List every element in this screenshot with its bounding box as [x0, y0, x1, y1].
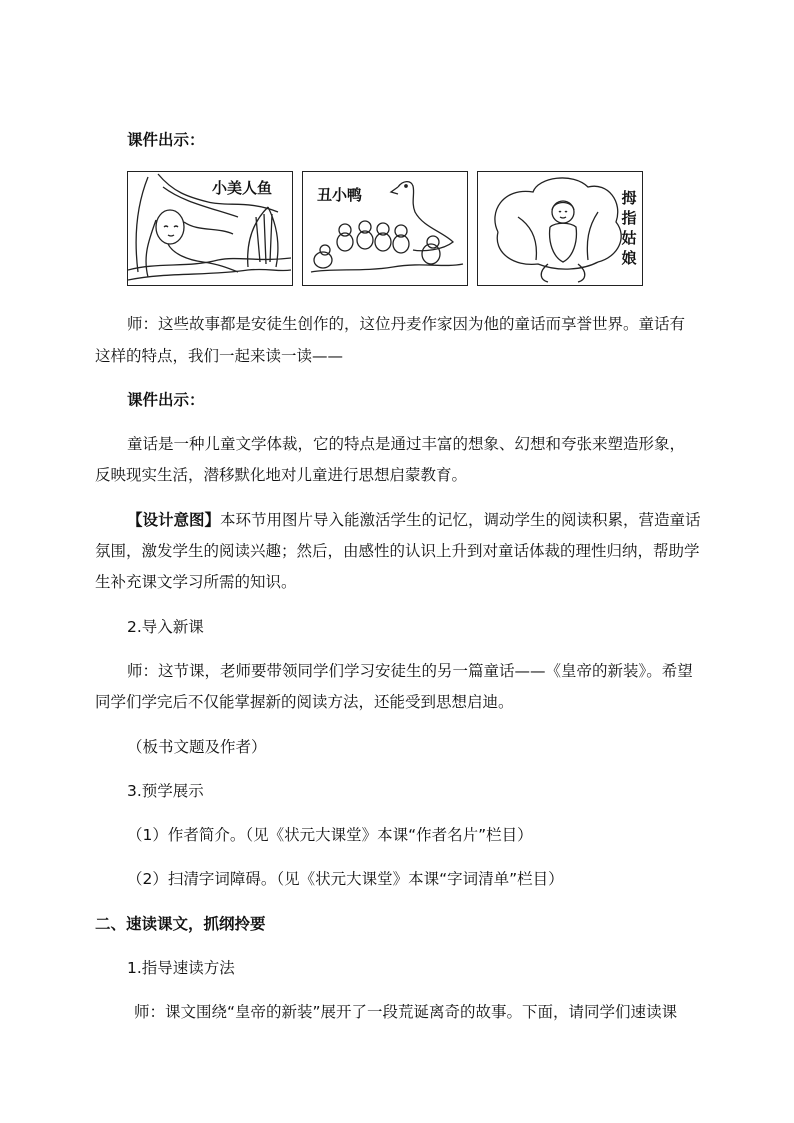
- board-note: （板书文题及作者）: [127, 738, 267, 756]
- image-thumbelina: [477, 171, 643, 286]
- subheading: 3.预学展示: [127, 782, 204, 800]
- paragraph-line: 同学们学完后不仅能掌握新的阅读方法，还能受到思想启迪。: [95, 693, 514, 711]
- image-label: 丑小鸭: [317, 186, 363, 204]
- list-item: （1）作者简介。（见《状元大课堂》本课“作者名片”栏目）: [127, 826, 533, 844]
- courseware-label: 课件出示：: [127, 391, 205, 409]
- subheading: 1.指导速读方法: [127, 959, 235, 977]
- image-label: 小美人鱼: [212, 179, 273, 197]
- paragraph-line: 师：这节课，老师要带领同学们学习安徒生的另一篇童话——《皇帝的新装》。希望: [127, 662, 693, 680]
- paragraph-line: 氛围，激发学生的阅读兴趣；然后，由感性的认识上升到对童话体裁的理性归纳，帮助学: [95, 542, 700, 560]
- paragraph-line: 反映现实生活，潜移默化地对儿童进行思想启蒙教育。: [95, 466, 468, 484]
- image-label-vertical: 拇指姑娘: [621, 189, 637, 267]
- image-ugly-duckling: [302, 171, 468, 286]
- section-heading: 二、速读课文，抓纲拎要: [95, 915, 266, 933]
- image-little-mermaid: [127, 171, 293, 286]
- design-intent-label: 【设计意图】: [127, 511, 221, 529]
- paragraph-line: 师：这些故事都是安徒生创作的，这位丹麦作家因为他的童话而享誉世界。童话有: [127, 315, 686, 333]
- paragraph-line: 师：课文围绕“皇帝的新装”展开了一段荒诞离奇的故事。下面，请同学们速读课: [134, 1003, 678, 1021]
- paragraph-line: 这样的特点，我们一起来读一读——: [95, 347, 344, 365]
- list-item: （2）扫清字词障碍。（见《状元大课堂》本课“字词清单”栏目）: [127, 870, 564, 888]
- courseware-label: 课件出示：: [127, 131, 205, 149]
- paragraph-line: 童话是一种儿童文学体裁，它的特点是通过丰富的想象、幻想和夸张来塑造形象，: [127, 435, 686, 453]
- paragraph-line: 生补充课文学习所需的知识。: [95, 573, 297, 591]
- subheading: 2.导入新课: [127, 618, 204, 636]
- design-intent-line: [127, 510, 701, 530]
- design-intent-text: 本环节用图片导入能激活学生的记忆，调动学生的阅读积累，营造童话: [220, 511, 701, 529]
